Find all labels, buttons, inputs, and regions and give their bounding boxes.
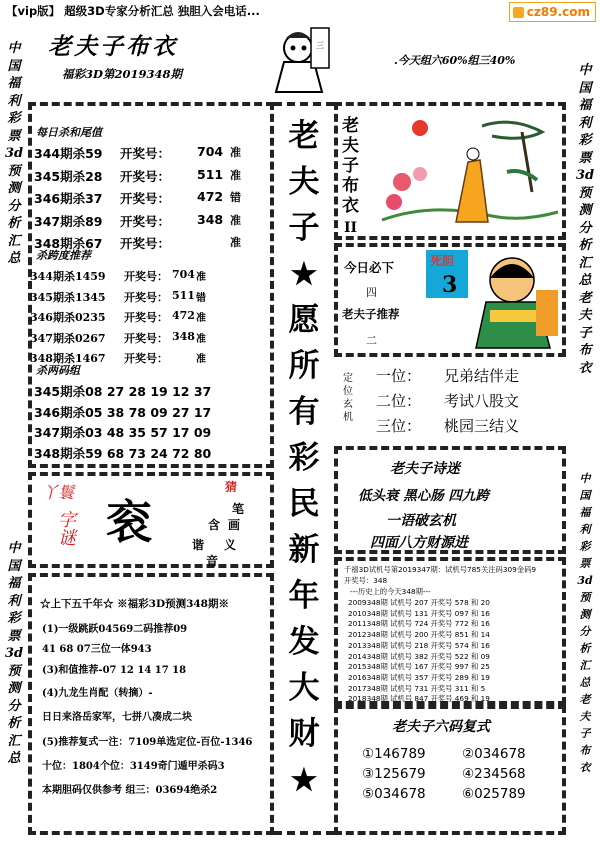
span-kill-row: 344期杀1459 xyxy=(30,270,106,283)
svg-text:三: 三 xyxy=(316,41,324,50)
center-column-char: 所 xyxy=(288,348,320,384)
daily-kill-row: 345期杀28 xyxy=(34,168,103,184)
daily-kill-status: 准 xyxy=(230,236,241,249)
history-row: 2009348期 试机号 207 开奖号 578 和 20 xyxy=(348,598,490,607)
six-code-item: ②034678 xyxy=(462,746,526,762)
center-column-char: 老 xyxy=(288,118,320,154)
center-column-char: 新 xyxy=(288,532,320,568)
six-code-item: ③125679 xyxy=(362,766,426,782)
riddle-big-char: 衮 xyxy=(106,495,152,549)
span-kill-row: 346期杀0235 xyxy=(30,311,106,324)
history-row: 2014348期 试机号 382 开奖号 522 和 09 xyxy=(348,651,490,661)
center-column-char: 彩 xyxy=(288,440,320,476)
riddle-word-2: 笔 xyxy=(232,502,245,516)
center-column-char: ★ xyxy=(290,257,318,292)
site-logo[interactable] xyxy=(509,2,596,22)
history-row: 2015348期 试机号 167 开奖号 997 和 25 xyxy=(348,662,490,672)
span-kill-label: 开奖号： xyxy=(124,290,168,304)
riddle-word-7: 音 xyxy=(206,554,219,568)
two-code-title: 杀两码组 xyxy=(36,364,80,377)
six-code-title: 老夫子六码复式 xyxy=(392,719,490,735)
riddle-signature: 字谜 xyxy=(55,510,76,546)
history-row: 2017348期 试机号 731 开奖号 311 和 5 xyxy=(348,683,486,693)
daily-kill-result: 472 xyxy=(197,189,224,204)
two-code-row: 345期杀08 27 28 19 12 37 xyxy=(34,384,212,399)
riddle-word-3: 画 xyxy=(228,518,241,532)
position-row-text: 桃园三结义 xyxy=(444,417,520,435)
daily-kill-row: 348期杀67 xyxy=(34,236,103,251)
riddle-word-1: 猜 xyxy=(225,480,238,494)
span-kill-label: 开奖号： xyxy=(124,270,168,283)
left-side-text-2: 中国福利彩票3d预测分析汇总 xyxy=(5,541,24,766)
daily-kill-status: 错 xyxy=(230,191,241,204)
position-row-text: 兄弟结伴走 xyxy=(444,367,520,385)
daily-kill-result: 348 xyxy=(197,211,224,227)
poem-line-2: 一语破玄机 xyxy=(386,513,456,529)
position-row-text: 考试八股文 xyxy=(444,392,520,410)
top-banner: 【vip版】 超级3D专家分析汇总 独胆入会电话... xyxy=(6,4,260,18)
daily-kill-label: 开奖号： xyxy=(120,146,171,161)
today-recommend-label: 老夫子推荐 xyxy=(342,307,400,321)
issue-number: 福彩3D第2019348期 xyxy=(62,67,182,81)
today-must-number: 四 xyxy=(366,286,377,299)
notes-line: 十位：1804个位：3149奇门遁甲杀码3 xyxy=(42,761,225,772)
painting-suffix: II xyxy=(344,220,358,236)
left-side-text: 中国福利彩票3d预测分析汇总 xyxy=(5,41,24,266)
span-kill-result: 472 xyxy=(172,309,195,322)
daily-kill-status: 准 xyxy=(230,213,241,227)
history-head-2: 开奖号：348 xyxy=(344,576,388,585)
notes-title: ☆上下五千年☆ ※福彩3D预测348期※ xyxy=(40,598,229,610)
notes-line: (4)九龙生肖配（转摘）- xyxy=(42,688,153,699)
span-kill-label: 开奖号： xyxy=(124,311,168,324)
riddle-word-6: 义 xyxy=(224,538,237,552)
history-head-1: 千禧3D试机号第2019347期：试机号785关注码309金码9 xyxy=(344,565,537,574)
center-column-char: 大 xyxy=(288,670,320,706)
center-column-char: 发 xyxy=(288,624,320,660)
span-kill-result: 704 xyxy=(172,268,195,281)
position-row-pos: 三位： xyxy=(376,417,422,435)
span-kill-result: 348 xyxy=(172,329,195,343)
right-side-text-2: 中国福利彩票3d预测分析汇总老夫子布衣 xyxy=(577,472,593,774)
center-column-char: 财 xyxy=(288,716,320,752)
poem-title: 老夫子诗迷 xyxy=(390,461,460,477)
span-kill-row: 348期杀1467 xyxy=(30,352,106,365)
logo-icon xyxy=(513,7,524,18)
span-kill-status: 准 xyxy=(196,313,206,324)
today-recommend-number: 二 xyxy=(366,334,377,347)
notes-line: (1)一级跳跃04569二码推荐09 xyxy=(42,624,188,635)
riddle-word-4: 含 xyxy=(208,518,221,532)
riddle-word-5: 谐 xyxy=(192,538,205,552)
daily-kill-row: 347期杀89 xyxy=(34,213,103,229)
daily-kill-label: 开奖号： xyxy=(120,191,171,206)
daily-kill-label: 开奖号： xyxy=(120,236,171,251)
daily-kill-status: 准 xyxy=(230,146,241,159)
span-kill-status: 准 xyxy=(196,333,206,345)
daily-kill-result: 511 xyxy=(197,166,224,182)
span-kill-result: 511 xyxy=(172,288,195,302)
daily-kill-status: 准 xyxy=(230,168,241,182)
span-kill-status: 准 xyxy=(196,272,206,283)
painting-vertical-title: 老夫子布衣 xyxy=(342,116,359,216)
painting-illustration xyxy=(372,112,560,232)
notes-line: (5)推荐复式一注：7109单选定位-百位-1346 xyxy=(42,737,253,748)
history-row: 2012348期 试机号 200 开奖号 851 和 14 xyxy=(348,630,490,640)
notes-line: 41 68 07三位一体943 xyxy=(42,644,152,655)
two-code-row: 348期杀59 68 73 24 72 80 xyxy=(34,445,212,461)
history-row: 2011348期 试机号 724 开奖号 772 和 16 xyxy=(348,619,490,629)
history-head-3: ---历史上的今天348期--- xyxy=(350,587,431,596)
cartoon-head-illustration xyxy=(262,24,332,94)
span-kill-row: 345期杀1345 xyxy=(30,290,106,304)
daily-kill-row: 344期杀59 xyxy=(34,146,103,161)
span-kill-label: 开奖号： xyxy=(124,352,168,365)
six-code-item: ④234568 xyxy=(462,766,526,782)
daily-kill-title: 每日杀和尾值 xyxy=(36,126,102,139)
two-code-row: 347期杀03 48 35 57 17 09 xyxy=(34,425,212,440)
span-kill-row: 347期杀0267 xyxy=(30,331,106,345)
position-label: 定位玄机 xyxy=(343,373,353,423)
six-code-item: ⑥025789 xyxy=(462,786,526,802)
six-code-item: ⑤034678 xyxy=(362,786,426,802)
notes-line: (3)和值推荐-07 12 14 17 18 xyxy=(42,665,187,676)
daily-kill-result: 704 xyxy=(197,144,224,159)
span-kill-label: 开奖号： xyxy=(124,331,168,345)
two-code-row: 346期杀05 38 78 09 27 17 xyxy=(34,404,212,420)
daily-kill-label: 开奖号： xyxy=(120,213,171,229)
history-row: 2013348期 试机号 218 开奖号 574 和 16 xyxy=(348,640,490,650)
dead-gall-label: 死胆 xyxy=(430,254,455,268)
poem-line-1: 低头衰 黑心肠 四九跨 xyxy=(358,488,489,504)
center-column-char: 有 xyxy=(288,394,320,430)
right-side-text: 中国福利彩票3d预测分析汇总老夫子布衣 xyxy=(576,63,595,376)
center-column-char: ★ xyxy=(290,763,318,798)
daily-kill-label: 开奖号： xyxy=(120,168,171,184)
six-code-item: ①146789 xyxy=(362,746,426,762)
position-row-pos: 一位： xyxy=(376,367,422,385)
span-kill-status: 错 xyxy=(196,292,206,304)
history-row: 2016348期 试机号 357 开奖号 289 和 19 xyxy=(348,672,490,682)
logo-text: cz89.com xyxy=(526,5,590,19)
today-must-label: 今日必下 xyxy=(344,260,395,275)
span-kill-title: 杀跨度推荐 xyxy=(36,249,91,262)
center-column-char: 愿 xyxy=(288,302,320,338)
daily-kill-row: 346期杀37 xyxy=(34,191,103,206)
center-column-char: 民 xyxy=(288,486,320,522)
history-row: 2018348期 试机号 847 开奖号 469 和 19 xyxy=(348,694,490,704)
dead-gall-number: 3 xyxy=(442,272,458,298)
center-column-char: 夫 xyxy=(288,164,320,200)
page-title: 老夫子布衣 xyxy=(48,33,178,60)
forecast-text: .今天组六60%组三40% xyxy=(394,54,516,67)
poem-line-3: 四面八方财源进 xyxy=(370,535,468,551)
position-row-pos: 二位： xyxy=(376,392,422,410)
notes-line: 日日来洛岳家军，七拼八凑成二块 xyxy=(42,712,192,723)
riddle-left-mark: 丫鬟 xyxy=(42,483,75,502)
center-column-char: 年 xyxy=(288,578,320,614)
notes-line: 本期胆码仅供参考 组三：03694绝杀2 xyxy=(42,785,218,796)
center-column-char: 子 xyxy=(288,210,320,246)
history-row: 2010348期 试机号 131 开奖号 097 和 16 xyxy=(348,608,490,618)
span-kill-status: 准 xyxy=(196,354,206,365)
